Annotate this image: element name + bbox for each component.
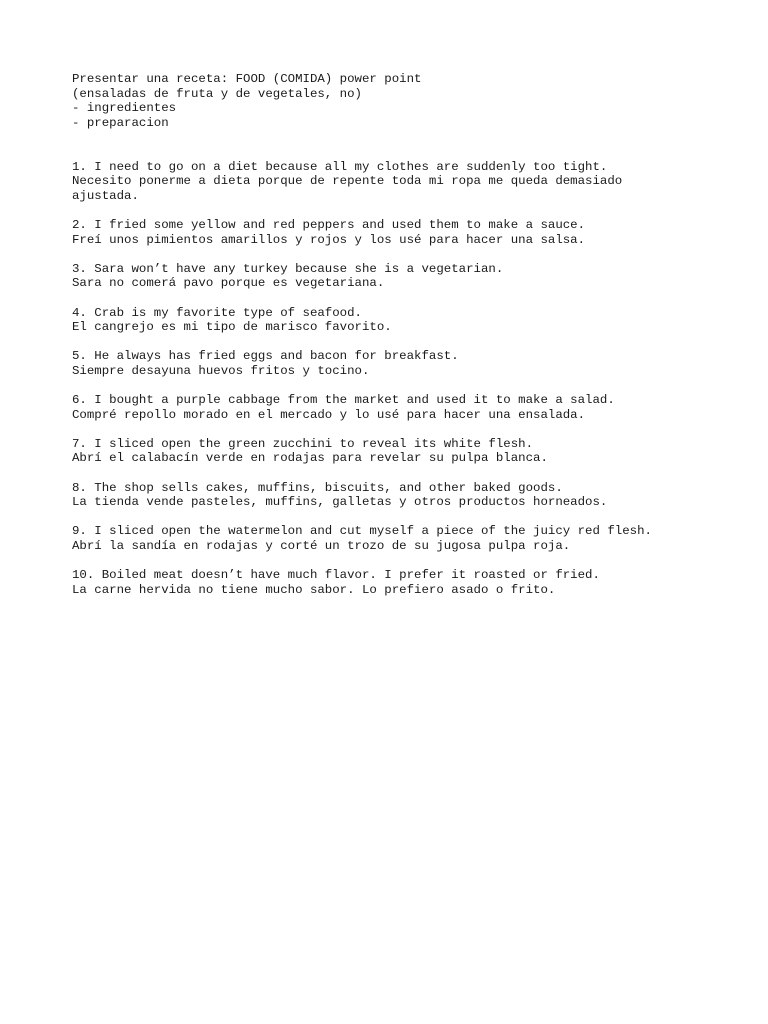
spanish-translation: La tienda vende pasteles, muffins, galletas y otros productos horneados. — [72, 495, 608, 510]
spanish-translation: Freí unos pimientos amarillos y rojos y los usé para hacer una salsa. — [72, 232, 586, 247]
english-sentence: 9. I sliced open the watermelon and cut myself a piece of the juicy red flesh. — [72, 524, 652, 539]
english-sentence: 8. The shop sells cakes, muffins, biscuits, and other baked goods. — [72, 480, 563, 495]
sentence-item-2 — [72, 218, 732, 247]
english-sentence: 7. I sliced open the green zucchini to reveal its white flesh. — [72, 436, 534, 451]
assignment-header — [72, 72, 732, 130]
spanish-translation: Sara no comerá pavo porque es vegetariana. — [72, 276, 385, 291]
sentence-item-9 — [72, 524, 732, 553]
sentence-item-3 — [72, 262, 732, 291]
sentence-item-6 — [72, 393, 732, 422]
spanish-translation: Necesito ponerme a dieta porque de repente toda mi ropa me queda demasiado — [72, 174, 623, 189]
sentence-item-4 — [72, 306, 732, 335]
header-line-title: Presentar una receta: FOOD (COMIDA) power point — [72, 72, 422, 86]
sentence-item-1 — [72, 160, 732, 204]
english-sentence: 1. I need to go on a diet because all my clothes are suddenly too tight. — [72, 159, 608, 174]
english-sentence: 10. Boiled meat doesn’t have much flavor. I prefer it roasted or fried. — [72, 568, 600, 583]
header-line-note: (ensaladas de fruta y de vegetales, no) — [72, 86, 362, 101]
header-line-ingredients: - ingredientes — [72, 101, 177, 116]
spanish-translation: Abrí el calabacín verde en rodajas para revelar su pulpa blanca. — [72, 451, 548, 466]
sentence-item-10 — [72, 568, 732, 597]
spanish-translation: Abrí la sandía en rodajas y corté un trozo de su jugosa pulpa roja. — [72, 539, 571, 553]
spanish-translation: Siempre desayuna huevos fritos y tocino. — [72, 363, 370, 378]
sentence-item-5 — [72, 349, 732, 378]
english-sentence: 3. Sara won’t have any turkey because she is a vegetarian. — [72, 261, 504, 276]
spanish-translation-continued: ajustada. — [72, 188, 139, 203]
spanish-translation: Compré repollo morado en el mercado y lo usé para hacer una ensalada. — [72, 407, 586, 422]
english-sentence: 2. I fried some yellow and red peppers and used them to make a sauce. — [72, 217, 586, 232]
sentence-item-7 — [72, 437, 732, 466]
english-sentence: 4. Crab is my favorite type of seafood. — [72, 305, 362, 320]
spanish-translation: La carne hervida no tiene mucho sabor. Lo prefiero asado o frito. — [72, 582, 556, 597]
spanish-translation: El cangrejo es mi tipo de marisco favorito. — [72, 320, 392, 335]
document-page — [72, 72, 732, 612]
english-sentence: 6. I bought a purple cabbage from the market and used it to make a salad. — [72, 393, 615, 408]
sentence-item-8 — [72, 481, 732, 510]
header-line-preparation: - preparacion — [72, 115, 169, 130]
english-sentence: 5. He always has fried eggs and bacon for breakfast. — [72, 349, 459, 364]
